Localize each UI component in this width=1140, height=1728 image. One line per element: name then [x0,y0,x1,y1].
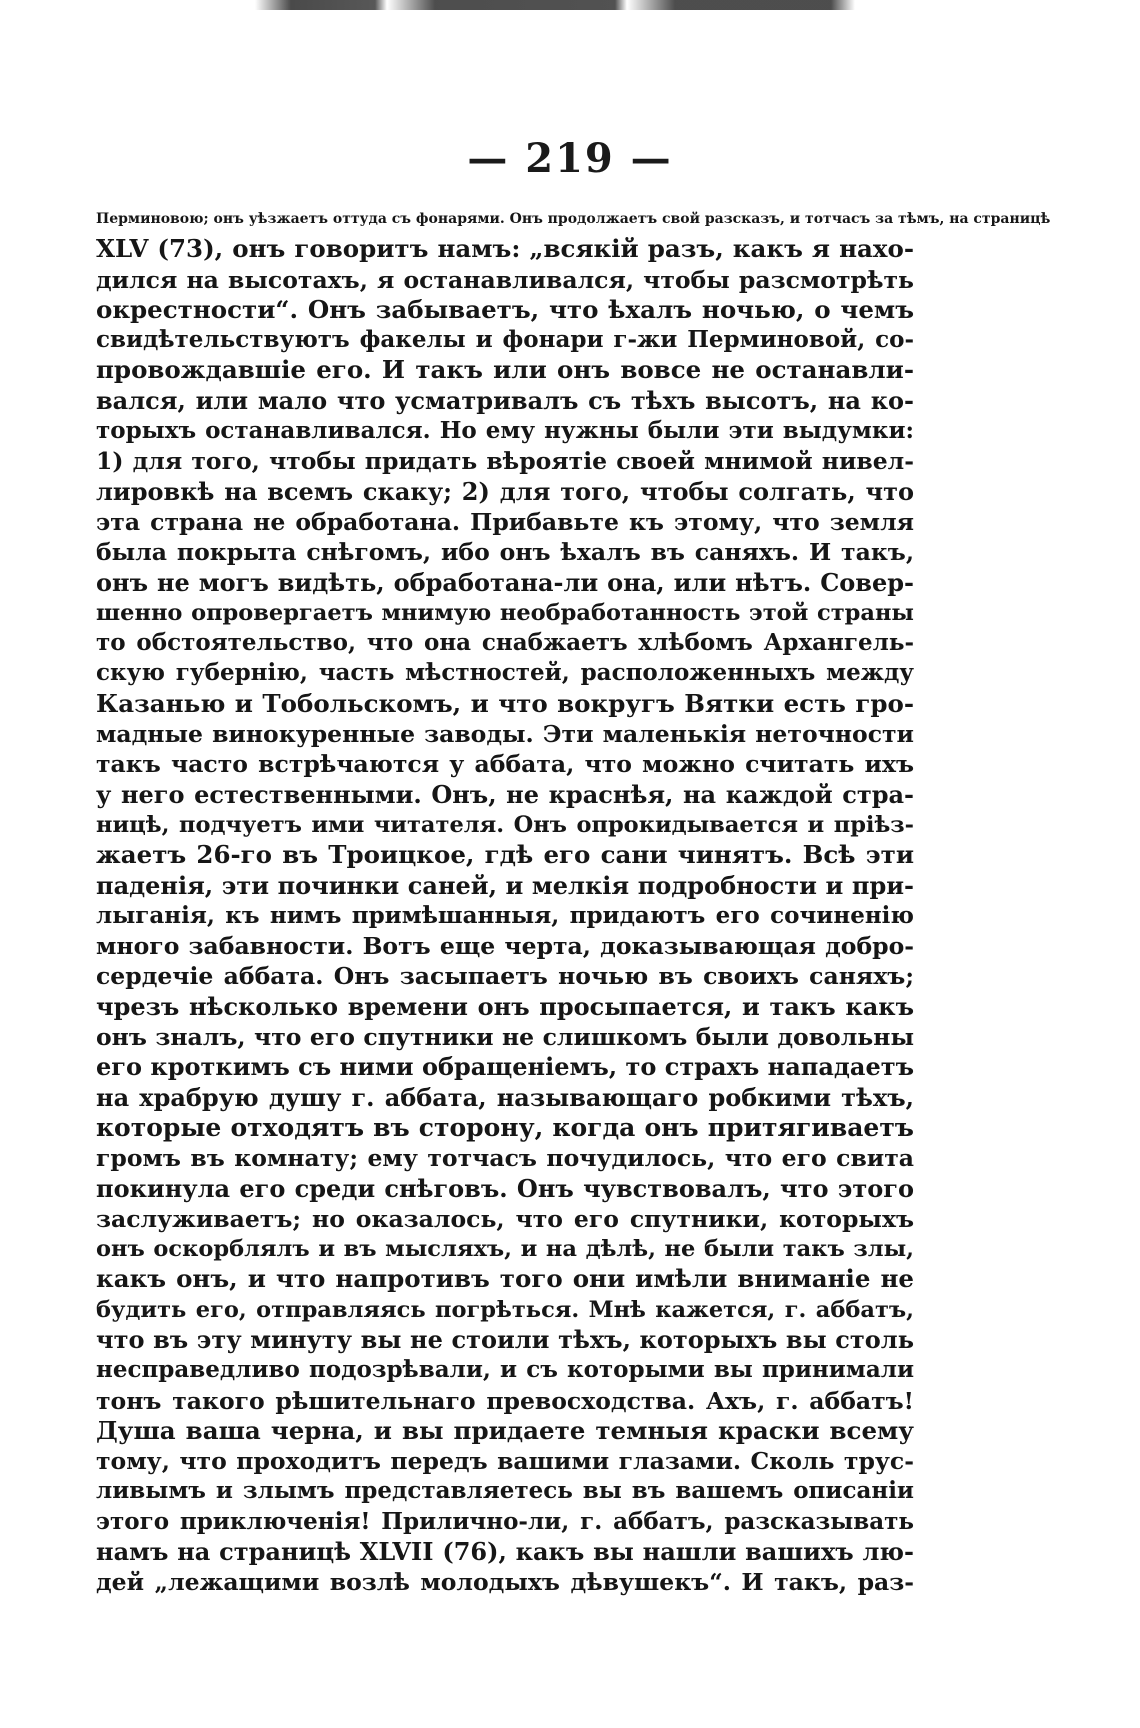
text-line: дей „лежащими возлѣ молодыхъ дѣвушекъ“. И такъ, раз- [96,1568,914,1597]
text-line: его кроткимъ съ ними обращеніемъ, то страхъ нападаетъ [96,1052,914,1082]
text-line: громъ въ комнату; ему тотчасъ почудилось, что его свита [96,1144,914,1173]
text-line: ницѣ, подчуетъ ими читателя. Онъ опрокидывается и пріѣз- [96,811,914,838]
text-line: намъ на страницѣ XLVII (76), какъ вы нашли вашихъ лю- [96,1537,914,1567]
text-line: свидѣтельствуютъ факелы и фонари г-жи Перминовой, со- [96,326,914,354]
text-line: несправедливо подозрѣвали, и съ которыми вы принимали [96,1356,914,1384]
text-line: окрестности“. Онъ забываетъ, что ѣхалъ ночью, о чемъ [96,294,914,324]
text-line: чрезъ нѣсколько времени онъ просыпается, и такъ какъ [96,991,914,1021]
body-text [96,204,1051,1598]
text-line: лыганія, къ нимъ примѣшанныя, придаютъ его сочиненію [96,901,914,929]
text-line: 1) для того, чтобы придать вѣроятіе своей мнимой нивел- [96,447,914,476]
text-line: много забавности. Вотъ еще черта, доказывающая добро- [96,932,914,961]
text-line: была покрыта снѣгомъ, ибо онъ ѣхалъ въ саняхъ. И такъ, [96,538,914,567]
text-line: тонъ такого рѣшительнаго превосходства. Ахъ, г. аббатъ! [96,1386,914,1415]
text-line: Душа ваша черна, и вы придаете темныя краски всему [96,1415,914,1445]
text-line: XLV (73), онъ говоритъ намъ: „всякій разъ, какъ я нахо- [96,234,914,264]
text-line: Казанью и Тобольскомъ, и что вокругъ Вятки есть гро- [96,688,914,718]
text-line: такъ часто встрѣчаются у аббата, что можно считать ихъ [96,750,914,779]
text-line: торыхъ останавливался. Но ему нужны были эти выдумки: [96,417,914,445]
text-line: которые отходятъ въ сторону, когда онъ притягиваетъ [96,1112,914,1142]
text-line: будить его, отправляясь погрѣться. Мнѣ кажется, г. аббатъ, [96,1296,914,1323]
text-line: онъ оскорблялъ и въ мысляхъ, и на дѣлѣ, не были такъ злы, [96,1236,914,1263]
text-line: у него естественными. Онъ, не краснѣя, на каждой стра- [96,779,914,809]
text-line: этого приключенія! Прилично-ли, г. аббатъ, разсказывать [96,1507,914,1535]
text-line: ливымъ и злымъ представляетесь вы въ вашемъ описаніи [96,1477,914,1505]
text-line: на храбрую душу г. аббата, называющаго робкими тѣхъ, [96,1082,914,1112]
text-line: то обстоятельство, что она снабжаетъ хлѣбомъ Архангель- [96,629,914,657]
text-line: паденія, эти починки саней, и мелкія подробности и при- [96,870,914,900]
text-line: скую губернію, часть мѣстностей, расположенныхъ между [96,659,914,687]
text-line: эта страна не обработана. Прибавьте къ этому, что земля [96,507,914,536]
text-line: шенно опровергаетъ мнимую необработанность этой страны [96,599,914,626]
text-line: провождавшіе его. И такъ или онъ вовсе не останавли- [96,355,914,385]
text-line: дился на высотахъ, я останавливался, чтобы разсмотрѣть [96,265,914,294]
text-line: какъ онъ, и что напротивъ того они имѣли вниманіе не [96,1264,914,1294]
text-line: покинула его среди снѣговъ. Онъ чувствовалъ, что этого [96,1173,914,1203]
text-line: мадные винокуренные заводы. Эти маленькія неточности [96,720,914,749]
text-line: лировкѣ на всемъ скаку; 2) для того, чтобы солгать, что [96,476,914,506]
text-line: сердечіе аббата. Онъ засыпаетъ ночью въ своихъ саняхъ; [96,962,914,991]
text-line: что въ эту минуту вы не стоили тѣхъ, которыхъ вы столь [96,1324,914,1354]
text-line: вался, или мало что усматривалъ съ тѣхъ высотъ, на ко- [96,385,914,415]
text-line: жаетъ 26-го въ Троицкое, гдѣ его сани чинятъ. Всѣ эти [96,840,914,870]
text-line: заслуживаетъ; но оказалось, что его спутники, которыхъ [96,1204,914,1233]
text-line: тому, что проходитъ передъ вашими глазами. Сколь трус- [96,1447,914,1476]
top-scan-artifact [255,0,855,10]
text-line: онъ зналъ, что его спутники не слишкомъ были довольны [96,1023,914,1052]
text-line: Перминовою; онъ уѣзжаетъ оттуда съ фонарями. Онъ продолжаетъ свой разсказъ, и тотчасъ за тѣмъ, на страницѣ [96,211,1051,227]
text-line: онъ не могъ видѣть, обработана-ли она, или нѣтъ. Совер- [96,567,914,597]
page-number: — 219 — [467,135,673,182]
